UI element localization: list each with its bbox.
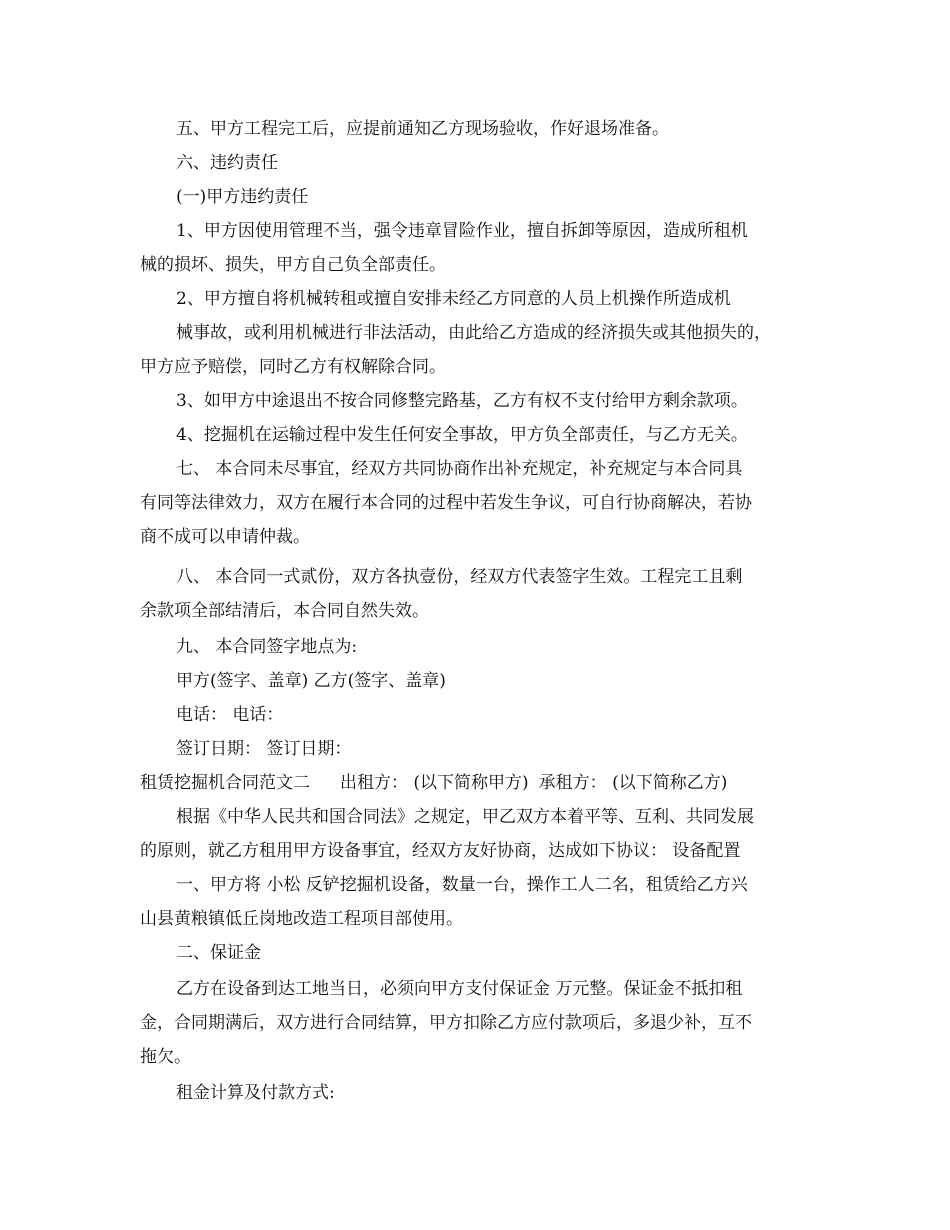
clause-7-line-3: 商不成可以申请仲裁。 bbox=[140, 527, 310, 547]
clause-8-line-2: 余款项全部结清后，本合同自然失效。 bbox=[140, 601, 429, 621]
contract2-preamble-line-2: 的原则，就乙方租用甲方设备事宜，经双方友好协商，达成如下协议： 设备配置 bbox=[140, 841, 741, 861]
breach-item-3: 3、如甲方中途退出不按合同修整完路基，乙方有权不支付给甲方剩余款项。 bbox=[176, 391, 748, 411]
breach-item-2-line-1: 2、甲方擅自将机械转租或擅自安排未经乙方同意的人员上机操作所造成机 bbox=[176, 289, 731, 309]
breach-item-1-line-1: 1、甲方因使用管理不当，强令违章冒险作业，擅自拆卸等原因，造成所租机 bbox=[176, 221, 748, 241]
deposit-heading: 二、保证金 bbox=[176, 943, 261, 963]
breach-item-2-line-2: 械事故，或利用机械进行非法活动，由此给乙方造成的经济损失或其他损失的， bbox=[176, 323, 771, 343]
clause-9-signing-place: 九、 本合同签字地点为: bbox=[176, 637, 358, 657]
subheading-party-a-breach: (一)甲方违约责任 bbox=[176, 187, 309, 207]
equipment-clause-line-1: 一、甲方将 小松 反铲挖掘机设备，数量一台，操作工人二名，租赁给乙方兴 bbox=[176, 875, 748, 895]
clause-7-line-1: 七、 本合同未尽事宜，经双方共同协商作出补充规定，补充规定与本合同具 bbox=[176, 459, 743, 479]
contract2-title: 租赁挖掘机合同范文二 bbox=[140, 773, 310, 793]
rent-payment-heading: 租金计算及付款方式: bbox=[176, 1083, 335, 1103]
clause-8-line-1: 八、 本合同一式贰份，双方各执壹份，经双方代表签字生效。工程完工且剩 bbox=[176, 567, 743, 587]
signing-date-line: 签订日期： 签订日期： bbox=[176, 739, 352, 759]
breach-item-4: 4、挖掘机在运输过程中发生任何安全事故，甲方负全部责任，与乙方无关。 bbox=[176, 425, 748, 445]
deposit-text-line-3: 拖欠。 bbox=[140, 1047, 191, 1067]
phone-line: 电话： 电话： bbox=[176, 705, 284, 725]
contract2-header-row bbox=[140, 773, 727, 793]
signature-line: 甲方(签字、盖章) 乙方(签字、盖章) bbox=[176, 671, 446, 691]
breach-item-2-line-3: 甲方应予赔偿，同时乙方有权解除合同。 bbox=[140, 357, 446, 377]
equipment-clause-line-2: 山县黄粮镇低丘岗地改造工程项目部使用。 bbox=[140, 909, 463, 929]
clause-5-completion: 五、甲方工程完工后，应提前通知乙方现场验收，作好退场准备。 bbox=[176, 119, 669, 139]
clause-7-line-2: 有同等法律效力，双方在履行本合同的过程中若发生争议，可自行协商解决，若协 bbox=[140, 493, 752, 513]
deposit-text-line-2: 金，合同期满后，双方进行合同结算，甲方扣除乙方应付款项后，多退少补，互不 bbox=[140, 1013, 752, 1033]
contract2-lessor: 出租方： (以下简称甲方) bbox=[340, 773, 529, 793]
breach-item-1-line-2: 械的损坏、损失，甲方自己负全部责任。 bbox=[140, 255, 446, 275]
contract2-lessee: 承租方： (以下简称乙方) bbox=[538, 773, 728, 793]
deposit-text-line-1: 乙方在设备到达工地当日，必须向甲方支付保证金 万元整。保证金不抵扣租 bbox=[176, 979, 743, 999]
section-heading-breach: 六、违约责任 bbox=[176, 153, 278, 173]
contract2-preamble-line-1: 根据《中华人民共和国合同法》之规定，甲乙双方本着平等、互利、共同发展 bbox=[176, 807, 754, 827]
